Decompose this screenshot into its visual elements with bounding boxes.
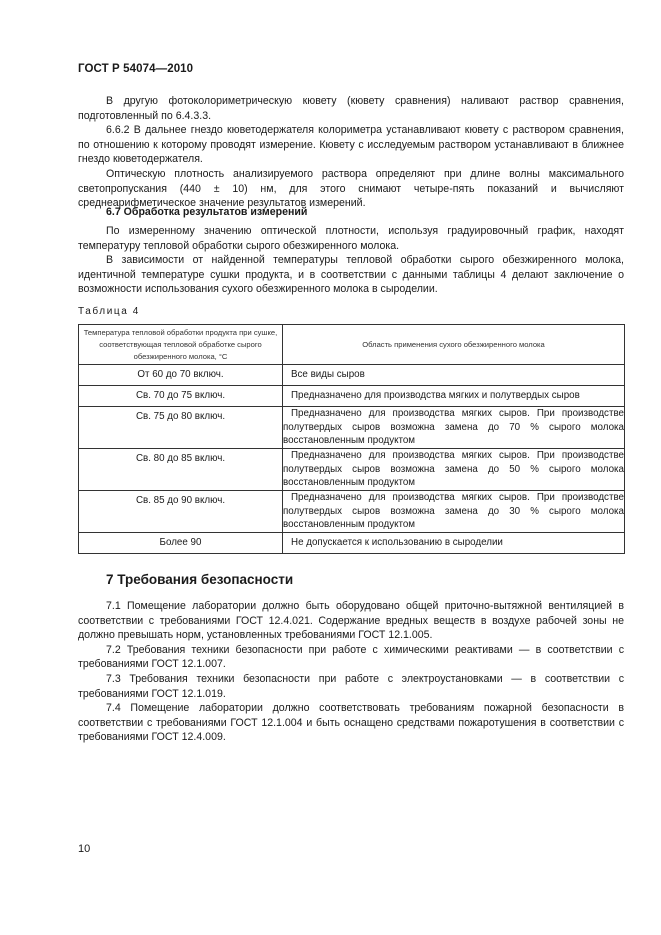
table-row [79, 533, 625, 554]
table-row [79, 449, 625, 491]
paragraph-7-3: 7.3 Требования техники безопасности при работе с электроустановками — в соответствии с требованиями ГОСТ 12.1.019. [78, 672, 624, 700]
table-caption: Таблица 4 [78, 306, 140, 317]
cell-temperature: Св. 75 до 80 включ. [79, 407, 283, 449]
paragraph-7-4: 7.4 Помещение лаборатории должно соответствовать требованиям пожарной безопасности в соответствии с требованиями ГОСТ 12.1.004 и быть оснащено средствами пожаротушения в соответствии с требованиями ГОСТ 12.4.009. [78, 702, 624, 744]
cell-application: Предназначено для производства мягких сыров. При производстве полутвердых сыров возможна замена до 30 % сырого молока восстановленным продуктом [283, 491, 625, 533]
table-row [79, 407, 625, 449]
cell-temperature: От 60 до 70 включ. [79, 365, 283, 386]
table-row [79, 365, 625, 386]
paragraph-6-6-2: 6.6.2 В дальнее гнездо кюветодержателя колориметра устанавливают кювету с раствором сравнения, по отношению к которому проводят измерение. Кювету с исследуемым раствором устанавливают в ближнее гнездо кюветодержателя. [78, 124, 624, 166]
cell-application: Все виды сыров [283, 365, 625, 386]
paragraph-optical-density: Оптическую плотность анализируемого раствора определяют при длине волны максимального светопропускания (440 ± 10) нм, для этого снимают четыре-пять показаний и вычисляют среднеарифметическое значение результатов измерений. [78, 167, 624, 210]
cell-temperature: Св. 85 до 90 включ. [79, 491, 283, 533]
cell-application: Предназначено для производства мягких сыров. При производстве полутвердых сыров возможна замена до 70 % сырого молока восстановленным продуктом [283, 407, 625, 449]
cell-temperature: Св. 70 до 75 включ. [79, 386, 283, 407]
section-6-7-heading: 6.7 Обработка результатов измерений [106, 206, 308, 218]
paragraph-calibration: По измеренному значению оптической плотности, используя градуировочный график, находят температуру тепловой обработки сырого обезжиренного молока. [78, 225, 624, 252]
paragraph-reference-cuvette: В другую фотоколориметрическую кювету (кювету сравнения) наливают раствор сравнения, подготовленный по 6.4.3.3. [78, 95, 624, 122]
document-code-header: ГОСТ Р 54074—2010 [78, 63, 194, 75]
paragraph-7-1: 7.1 Помещение лаборатории должно быть оборудовано общей приточно-вытяжной вентиляцией в соответствии с требованиями ГОСТ 12.4.021. Содержание вредных веществ в воздухе рабочей зоны не должно превышать норм, установленных требованиями ГОСТ 12.1.005. [78, 600, 624, 642]
table-row [79, 491, 625, 533]
cell-temperature: Св. 80 до 85 включ. [79, 449, 283, 491]
paragraph-7-2: 7.2 Требования техники безопасности при работе с химическими реактивами — в соответствии с требованиями ГОСТ 12.1.007. [78, 643, 624, 671]
cell-application: Не допускается к использованию в сыроделии [283, 533, 625, 554]
cell-application: Предназначено для производства мягких и полутвердых сыров [283, 386, 625, 407]
column-header-application: Область применения сухого обезжиренного молока [283, 325, 625, 365]
paragraph-conclusion: В зависимости от найденной температуры тепловой обработки сырого обезжиренного молока, идентичной температуре сушки продукта, и в соответствии с данными таблицы 4 делают заключение о возможности использования сухого обезжиренного молока в сыроделии. [78, 254, 624, 296]
cell-application: Предназначено для производства мягких сыров. При производстве полутвердых сыров возможна замена до 50 % сырого молока восстановленным продуктом [283, 449, 625, 491]
section-7-heading: 7 Требования безопасности [106, 572, 294, 587]
column-header-temperature: Температура тепловой обработки продукта при сушке, соответствующая тепловой обработке сырого обезжиренного молока, °С [79, 325, 283, 365]
section-6-7-text [78, 224, 624, 297]
section-7-text [78, 599, 624, 745]
page-number: 10 [78, 843, 91, 855]
table-4 [78, 324, 625, 554]
cell-temperature: Более 90 [79, 533, 283, 554]
intro-text [78, 94, 624, 211]
table-row [79, 386, 625, 407]
